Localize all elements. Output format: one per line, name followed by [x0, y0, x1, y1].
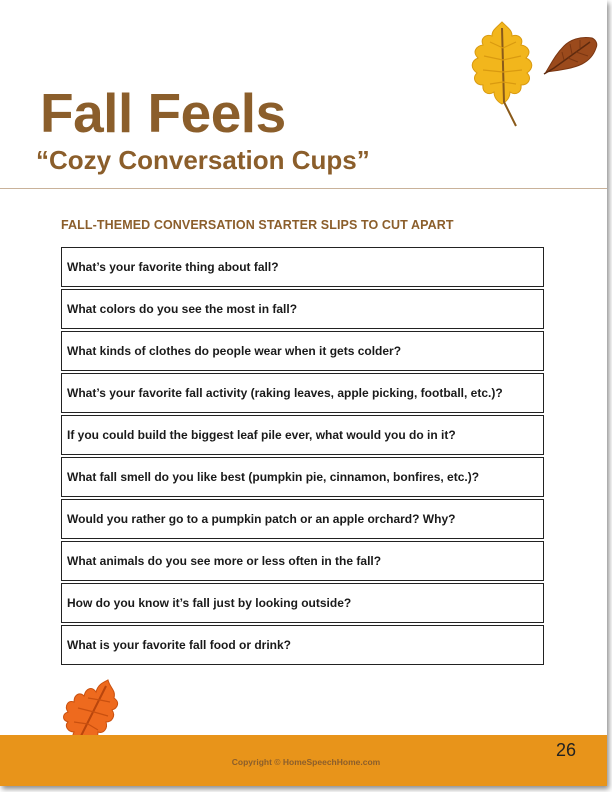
conversation-slip: What’s your favorite thing about fall?: [61, 247, 544, 287]
conversation-slip: What is your favorite fall food or drink?: [61, 625, 544, 665]
header-divider: [0, 188, 607, 189]
yellow-oak-leaf-icon: [466, 18, 538, 130]
brown-oak-leaf-icon: [542, 34, 600, 76]
conversation-slip: What fall smell do you like best (pumpkin pie, cinnamon, bonfires, etc.)?: [61, 457, 544, 497]
section-heading: FALL-THEMED CONVERSATION STARTER SLIPS TO CUT APART: [61, 218, 454, 232]
conversation-slip: Would you rather go to a pumpkin patch or an apple orchard? Why?: [61, 499, 544, 539]
footer-band: [0, 735, 607, 786]
conversation-slip: What’s your favorite fall activity (raking leaves, apple picking, football, etc.)?: [61, 373, 544, 413]
page-number: 26: [556, 740, 577, 760]
page-title: Fall Feels: [40, 82, 286, 144]
conversation-slip: If you could build the biggest leaf pile ever, what would you do in it?: [61, 415, 544, 455]
copyright-text: Copyright © HomeSpeechHome.com: [231, 757, 381, 767]
conversation-slip: What animals do you see more or less often in the fall?: [61, 541, 544, 581]
conversation-slip: How do you know it’s fall just by looking outside?: [61, 583, 544, 623]
conversation-slip: What kinds of clothes do people wear when it gets colder?: [61, 331, 544, 371]
page-subtitle: “Cozy Conversation Cups”: [36, 145, 370, 175]
conversation-slip: What colors do you see the most in fall?: [61, 289, 544, 329]
conversation-slip-list: [61, 247, 544, 667]
